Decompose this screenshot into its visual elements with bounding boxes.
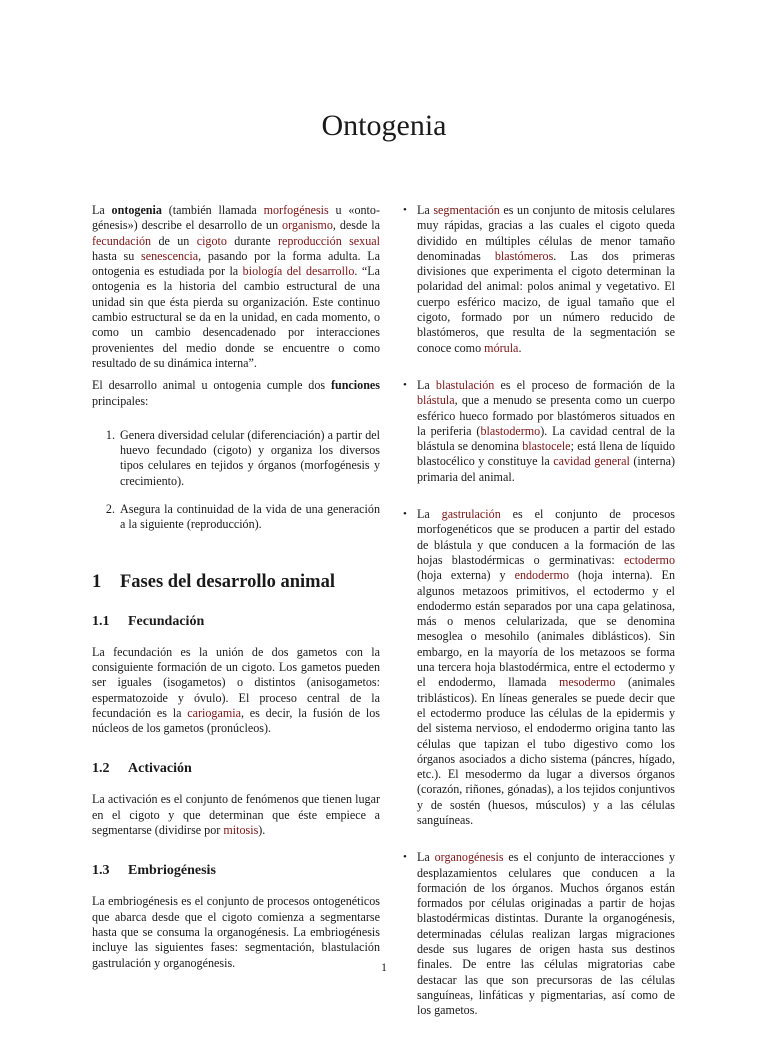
bullet-icon: •	[403, 204, 407, 216]
inline-link[interactable]: cariogamia	[187, 705, 241, 720]
list-item-text: La organogénesis es el conjunto de interacciones y desplazamientos celulares que conducen a la formación de los órganos. Muchos órganos están formados por células originadas a partir de hojas blastodérmicas distintas. Durante la organogénesis, determinadas células realizan largas migraciones desde sus lugares de origen hasta sus destinos finales. De entre las células migratorias cabe destacar las que son precursoras de las células sanguíneas, linfáticas y pigmentarias, así como de los gametos.	[417, 850, 675, 1018]
bullet-icon: •	[403, 508, 407, 521]
inline-link[interactable]: blastocele	[522, 439, 571, 454]
list-item-gastrulacion	[403, 507, 675, 828]
page-title: Ontogenia	[321, 109, 447, 142]
subsection-heading-embriogenesis	[92, 862, 380, 880]
functions-list	[92, 428, 380, 533]
inline-link[interactable]: biología del desarrollo	[242, 264, 355, 279]
inline-link[interactable]: reproducción sexual	[277, 233, 380, 248]
subsection-number: 1.1	[92, 613, 110, 629]
function-item: 1. Genera diversidad celular (diferenciación) a partir del huevo fecundado (cigoto) y organiza los diversos tipos celulares en tejidos y órganos (morfogénesis y crecimiento).	[118, 428, 380, 489]
inline-link[interactable]: mesodermo	[559, 675, 616, 690]
section-heading	[92, 571, 380, 593]
inline-link[interactable]: gastrulación	[441, 507, 501, 522]
page-number: 1	[381, 960, 387, 974]
subsection-title: Fecundación	[128, 613, 205, 629]
inline-link[interactable]: blastodermo	[480, 423, 541, 438]
inline-link[interactable]: cigoto	[196, 233, 227, 248]
inline-link[interactable]: segmentación	[433, 203, 500, 217]
inline-link[interactable]: cavidad general	[553, 454, 630, 469]
subsection-heading-fecundacion	[92, 613, 380, 631]
inline-link[interactable]: blástula	[417, 393, 455, 408]
activacion-paragraph: La activación es el conjunto de fenómenos que tienen lugar en el cigoto y que determinan que éste empiece a segmentarse (dividirse por mitosis).	[92, 792, 380, 838]
inline-link[interactable]: senescencia	[141, 248, 199, 263]
section-number: 1	[92, 571, 102, 592]
list-item-text: La gastrulación es el conjunto de procesos morfogenéticos que se producen a partir del estado de blástula y que conducen a la formación de las hojas blastodérmicas o germinativas: ectodermo (hoja externa) y endodermo (hoja interna). En algunos metazoos primitivos, el ectodermo y el endodermo están separados por una capa gelatinosa, más o menos celularizada, que se denomina mesoglea o mesohilo (animales diblásticos). Sin embargo, en la mayoría de los metazoos se forma una tercera hoja blastodérmica, entre el ectodermo y el endodermo, llamada mesodermo (animales triblásticos). En líneas generales se puede decir que el ectodermo produce las células de la epidermis y del sistema nervioso, el endodermo origina tanto las células que tapizan el tubo digestivo como los órganos asociados a dicho sistema (páncres, hígado, etc.). El mesodermo da lugar a diversos órganos (corazón, riñones, gónadas), a los tejidos conjuntivos y de sostén (huesos, músculos) y a las células sanguíneas.	[417, 507, 675, 827]
list-item-text: La segmentación es un conjunto de mitosis celulares muy rápidas, gracias a las cuales el cigoto queda dividido en múltiples células de menor tamaño denominadas blastómeros. Las dos primeras divisiones que experimenta el cigoto determinan la polaridad del animal: polos animal y vegetativo. El cuerpo esférico macizo, de igual tamaño que el cigoto, formado por un número reducido de blastómeros, que resulta de la segmentación se conoce como mórula.	[417, 203, 676, 355]
inline-link[interactable]: ectodermo	[623, 552, 675, 567]
intro-paragraph: La ontogenia (también llamada morfogénesis u «ontogénesis») describe el desarrollo de un organismo, desde la fecundación de un cigoto durante reproducción sexual hasta su senescencia, pasando por la forma adulta. La ontogenia es estudiada por la biología del desarrollo. “La ontogenia es la historia del cambio estructural de una unidad sin que ésta pierda su organización. Este continuo cambio estructural se da en la unidad, en cada momento, o como un cambio desencadenado por interacciones provenientes del medio donde se encuentre o como resultado de su dinámica interna”.	[92, 203, 381, 370]
embriogenesis-paragraph: La embriogénesis es el conjunto de procesos ontogenéticos que abarca desde que el cigoto comienza a segmentarse hasta que se consuma la organogénesis. La embriogénesis incluye las siguientes fases: segmentación, blastulación gastrulación y organogénesis.	[92, 894, 380, 970]
inline-link[interactable]: blastulación	[435, 377, 495, 392]
list-item-organogenesis	[403, 850, 675, 1018]
left-column	[92, 203, 380, 978]
phases-list	[403, 203, 675, 1019]
subsection-number: 1.3	[92, 863, 110, 879]
inline-link[interactable]: organismo	[282, 218, 333, 233]
list-item-text: La blastulación es el proceso de formación de la blástula, que a menudo se presenta como un cuerpo esférico hueco formado por blastómeros situados en la periferia (blastodermo). La cavidad central de la blástula se denomina blastocele; está llena de líquido blastocélico y constituye la cavidad general (interna) primaria del animal.	[417, 377, 676, 484]
bullet-icon: •	[403, 378, 407, 391]
function-item: 2. Asegura la continuidad de la vida de una generación a la siguiente (reproducción).	[118, 502, 380, 533]
inline-link[interactable]: endodermo	[514, 568, 569, 583]
inline-link[interactable]: mitosis	[223, 823, 259, 838]
subsection-number: 1.2	[92, 761, 110, 777]
functions-intro-paragraph: El desarrollo animal u ontogenia cumple dos funciones principales:	[92, 378, 380, 408]
section-title: Fases del desarrollo animal	[120, 571, 335, 592]
right-column	[403, 203, 675, 1041]
inline-link[interactable]: morfogénesis	[263, 203, 329, 217]
subsection-title: Embriogénesis	[128, 863, 216, 879]
fecundacion-paragraph: La fecundación es la unión de dos gametos con la consiguiente formación de un cigoto. Los gametos pueden ser iguales (isogametos) o distintos (anisogametos: espermatozoide y óvulo). El proceso central de la fecundación es la cariogamia, es decir, la fusión de los núcleos de los gametos (pronúcleos).	[92, 644, 381, 736]
inline-link[interactable]: mórula	[484, 340, 519, 355]
inline-link[interactable]: blastómeros	[494, 248, 554, 263]
list-item-segmentacion	[403, 203, 675, 356]
subsection-title: Activación	[128, 761, 192, 777]
bold-term: ontogenia	[111, 203, 162, 217]
inline-link[interactable]: organogénesis	[434, 850, 504, 865]
list-item-blastulacion	[403, 378, 675, 485]
bold-term: funciones	[330, 378, 380, 393]
inline-link[interactable]: fecundación	[92, 233, 152, 248]
bullet-icon: •	[403, 851, 407, 864]
subsection-heading-activacion	[92, 760, 380, 778]
